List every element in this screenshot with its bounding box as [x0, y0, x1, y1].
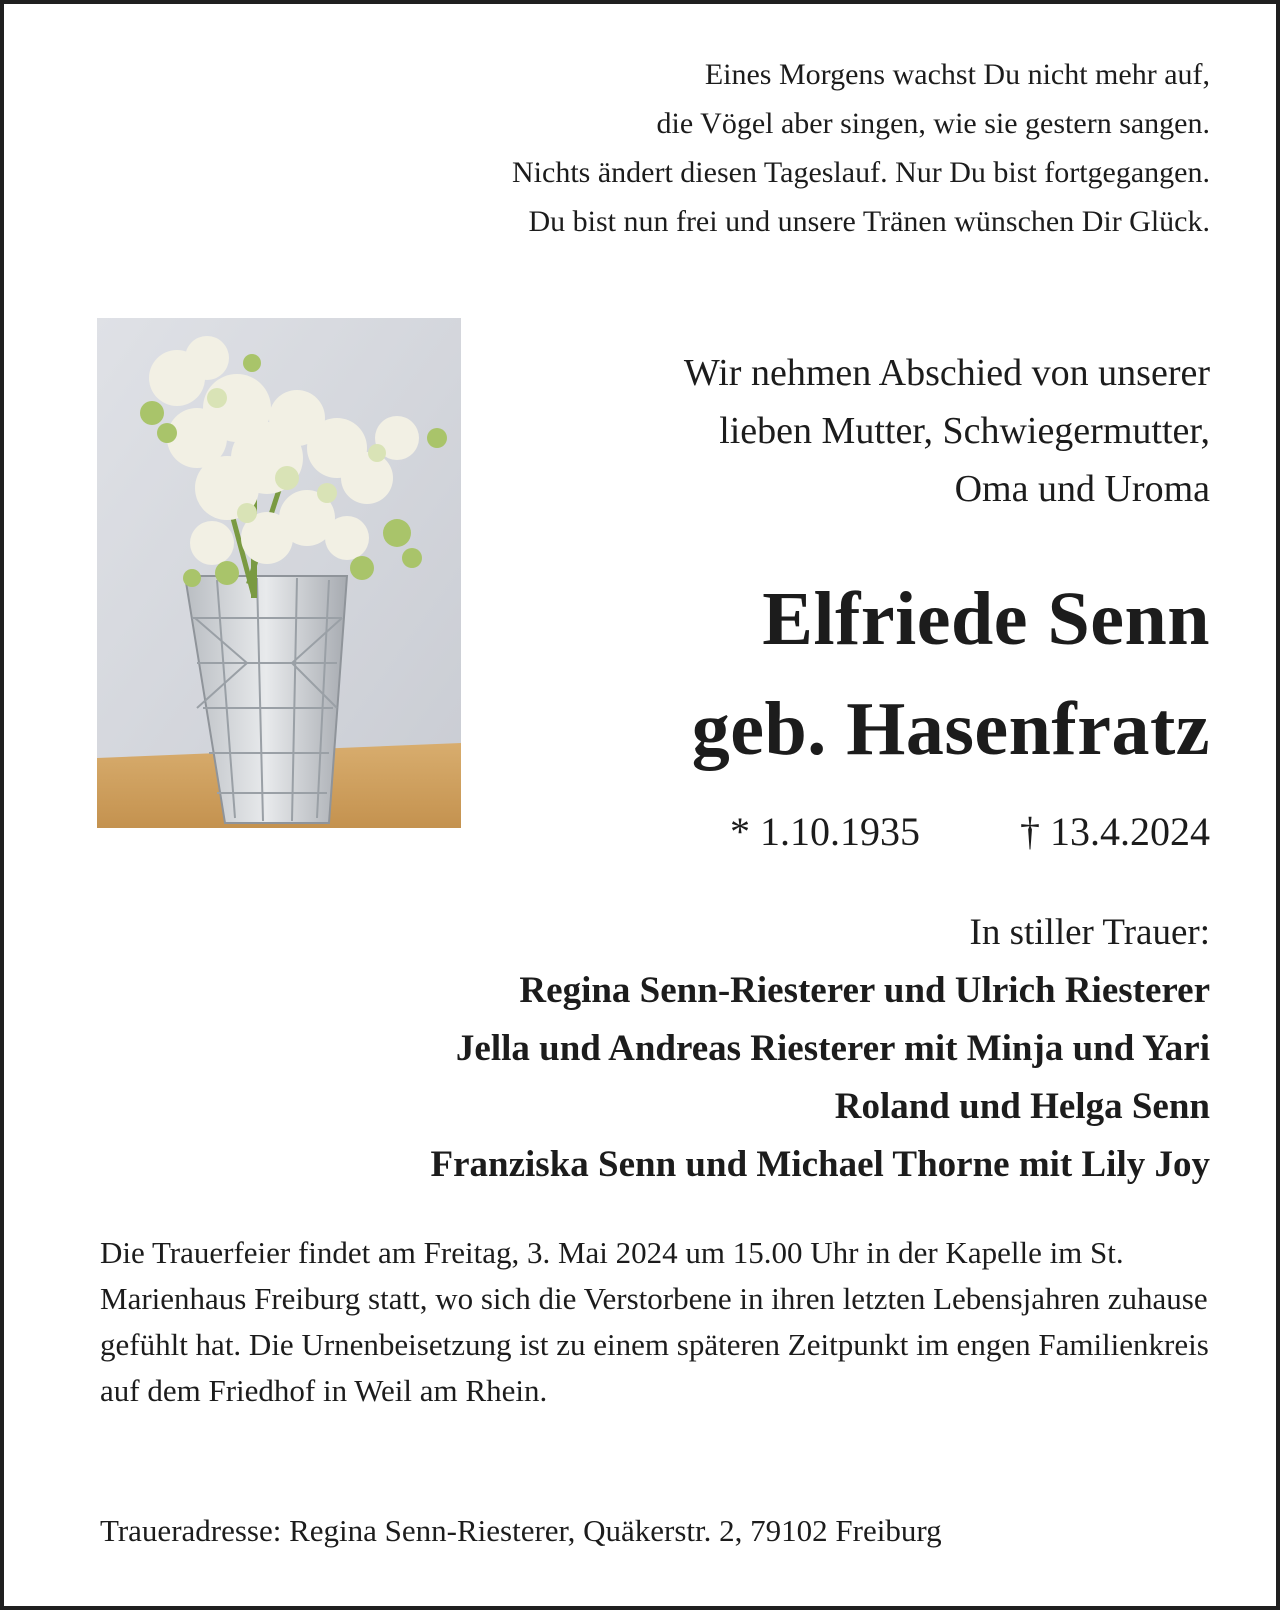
intro-line: Oma und Uroma — [954, 468, 1210, 510]
poem-line: Eines Morgens wachst Du nicht mehr auf, — [704, 58, 1210, 91]
mourner-line: Regina Senn-Riesterer und Ulrich Riesterer — [519, 970, 1210, 1011]
mourning-address: Traueradresse: Regina Senn-Riesterer, Quäkerstr. 2, 79102 Freiburg — [100, 1513, 942, 1548]
poem-line: die Vögel aber singen, wie sie gestern sangen. — [656, 107, 1210, 140]
death-date: † 13.4.2024 — [1020, 809, 1210, 854]
poem-line: Du bist nun frei und unsere Tränen wünschen Dir Glück. — [528, 205, 1210, 238]
farewell-intro — [684, 344, 1210, 518]
mourner-line: Roland und Helga Senn — [834, 1086, 1210, 1127]
mourner-line: Jella und Andreas Riesterer mit Minja und Yari — [455, 1028, 1210, 1069]
intro-line: lieben Mutter, Schwiegermutter, — [719, 410, 1210, 452]
mourners — [431, 904, 1211, 1194]
birth-date: * 1.10.1935 — [730, 809, 920, 854]
funeral-service-text: Die Trauerfeier findet am Freitag, 3. Mai 2024 um 15.00 Uhr in der Kapelle im St. Marienhaus Freiburg statt, wo sich die Verstorbene in ihren letzten Lebensjahren zuhause gefühlt hat. Die Urnenbeisetzung ist zu einem späteren Zeitpunkt im engen Familienkreis auf dem Friedhof in Weil am Rhein. — [100, 1235, 1209, 1408]
deceased-name: Elfriede Senn — [762, 577, 1210, 661]
deceased-maiden-name: geb. Hasenfratz — [691, 687, 1210, 771]
mourning-heading: In stiller Trauer: — [969, 912, 1210, 953]
intro-line: Wir nehmen Abschied von unserer — [683, 352, 1210, 394]
lilac-vase-photo — [97, 318, 461, 828]
life-dates — [730, 804, 1210, 860]
mourner-line: Franziska Senn und Michael Thorne mit Lily Joy — [430, 1144, 1210, 1185]
poem-line: Nichts ändert diesen Tageslauf. Nur Du bist fortgegangen. — [512, 156, 1210, 189]
poem — [512, 50, 1210, 246]
deceased-name-block — [692, 564, 1210, 784]
